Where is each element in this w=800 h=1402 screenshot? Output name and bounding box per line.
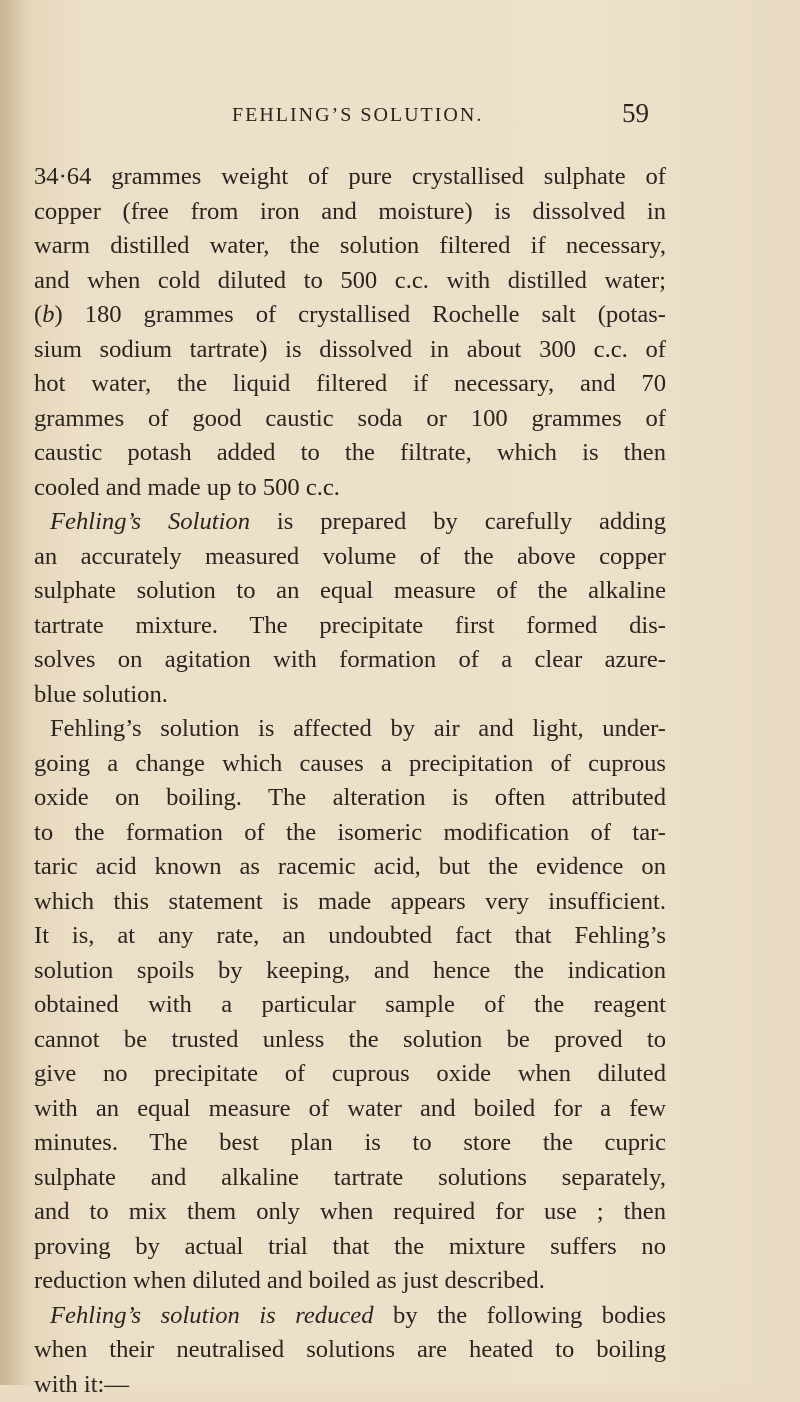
text-line: cannot be trusted unless the solution be proved to xyxy=(34,1023,666,1058)
text-line: Fehling’s Solution is prepared by carefully adding xyxy=(34,505,666,540)
text-line: taric acid known as racemic acid, but the evidence on xyxy=(34,850,666,885)
text-line: proving by actual trial that the mixture suffers no xyxy=(34,1230,666,1265)
text-line: solution spoils by keeping, and hence the indication xyxy=(34,954,666,989)
text-line: to the formation of the isomeric modification of tar- xyxy=(34,816,666,851)
text-line: reduction when diluted and boiled as just described. xyxy=(34,1264,666,1299)
text-line: It is, at any rate, an undoubted fact that Fehling’s xyxy=(34,919,666,954)
text-line: copper (free from iron and moisture) is dissolved in xyxy=(34,195,666,230)
text-line: Fehling’s solution is affected by air and light, under- xyxy=(34,712,666,747)
text-line: an accurately measured volume of the above copper xyxy=(34,540,666,575)
text-line: Fehling’s solution is reduced by the following bodies xyxy=(34,1299,666,1334)
text-line: hot water, the liquid filtered if necessary, and 70 xyxy=(34,367,666,402)
text-line: blue solution. xyxy=(34,678,666,713)
text-line: warm distilled water, the solution filtered if necessary, xyxy=(34,229,666,264)
text-line: give no precipitate of cuprous oxide when diluted xyxy=(34,1057,666,1092)
text-line: tartrate mixture. The precipitate first formed dis- xyxy=(34,609,666,644)
text-line: solves on agitation with formation of a clear azure- xyxy=(34,643,666,678)
text-line: (b) 180 grammes of crystallised Rochelle salt (potas- xyxy=(34,298,666,333)
text-line: sulphate and alkaline tartrate solutions separately, xyxy=(34,1161,666,1196)
body-text xyxy=(34,160,666,1402)
text-line: sium sodium tartrate) is dissolved in about 300 c.c. of xyxy=(34,333,666,368)
text-line: and to mix them only when required for use ; then xyxy=(34,1195,666,1230)
text-line: with it:— xyxy=(34,1368,666,1402)
page-number: 59 xyxy=(622,98,649,129)
text-line: minutes. The best plan is to store the cupric xyxy=(34,1126,666,1161)
text-line: obtained with a particular sample of the reagent xyxy=(34,988,666,1023)
text-line: with an equal measure of water and boiled for a few xyxy=(34,1092,666,1127)
text-line: grammes of good caustic soda or 100 grammes of xyxy=(34,402,666,437)
text-line: when their neutralised solutions are heated to boiling xyxy=(34,1333,666,1368)
text-line: and when cold diluted to 500 c.c. with distilled water; xyxy=(34,264,666,299)
text-line: sulphate solution to an equal measure of the alkaline xyxy=(34,574,666,609)
page-header xyxy=(0,96,800,136)
text-line: 34·64 grammes weight of pure crystallised sulphate of xyxy=(34,160,666,195)
text-line: cooled and made up to 500 c.c. xyxy=(34,471,666,506)
text-line: oxide on boiling. The alteration is often attributed xyxy=(34,781,666,816)
text-line: which this statement is made appears very insufficient. xyxy=(34,885,666,920)
text-line: caustic potash added to the filtrate, which is then xyxy=(34,436,666,471)
text-line: going a change which causes a precipitation of cuprous xyxy=(34,747,666,782)
page-gutter-shadow xyxy=(0,0,26,1385)
running-title: FEHLING’S SOLUTION. xyxy=(232,104,483,127)
